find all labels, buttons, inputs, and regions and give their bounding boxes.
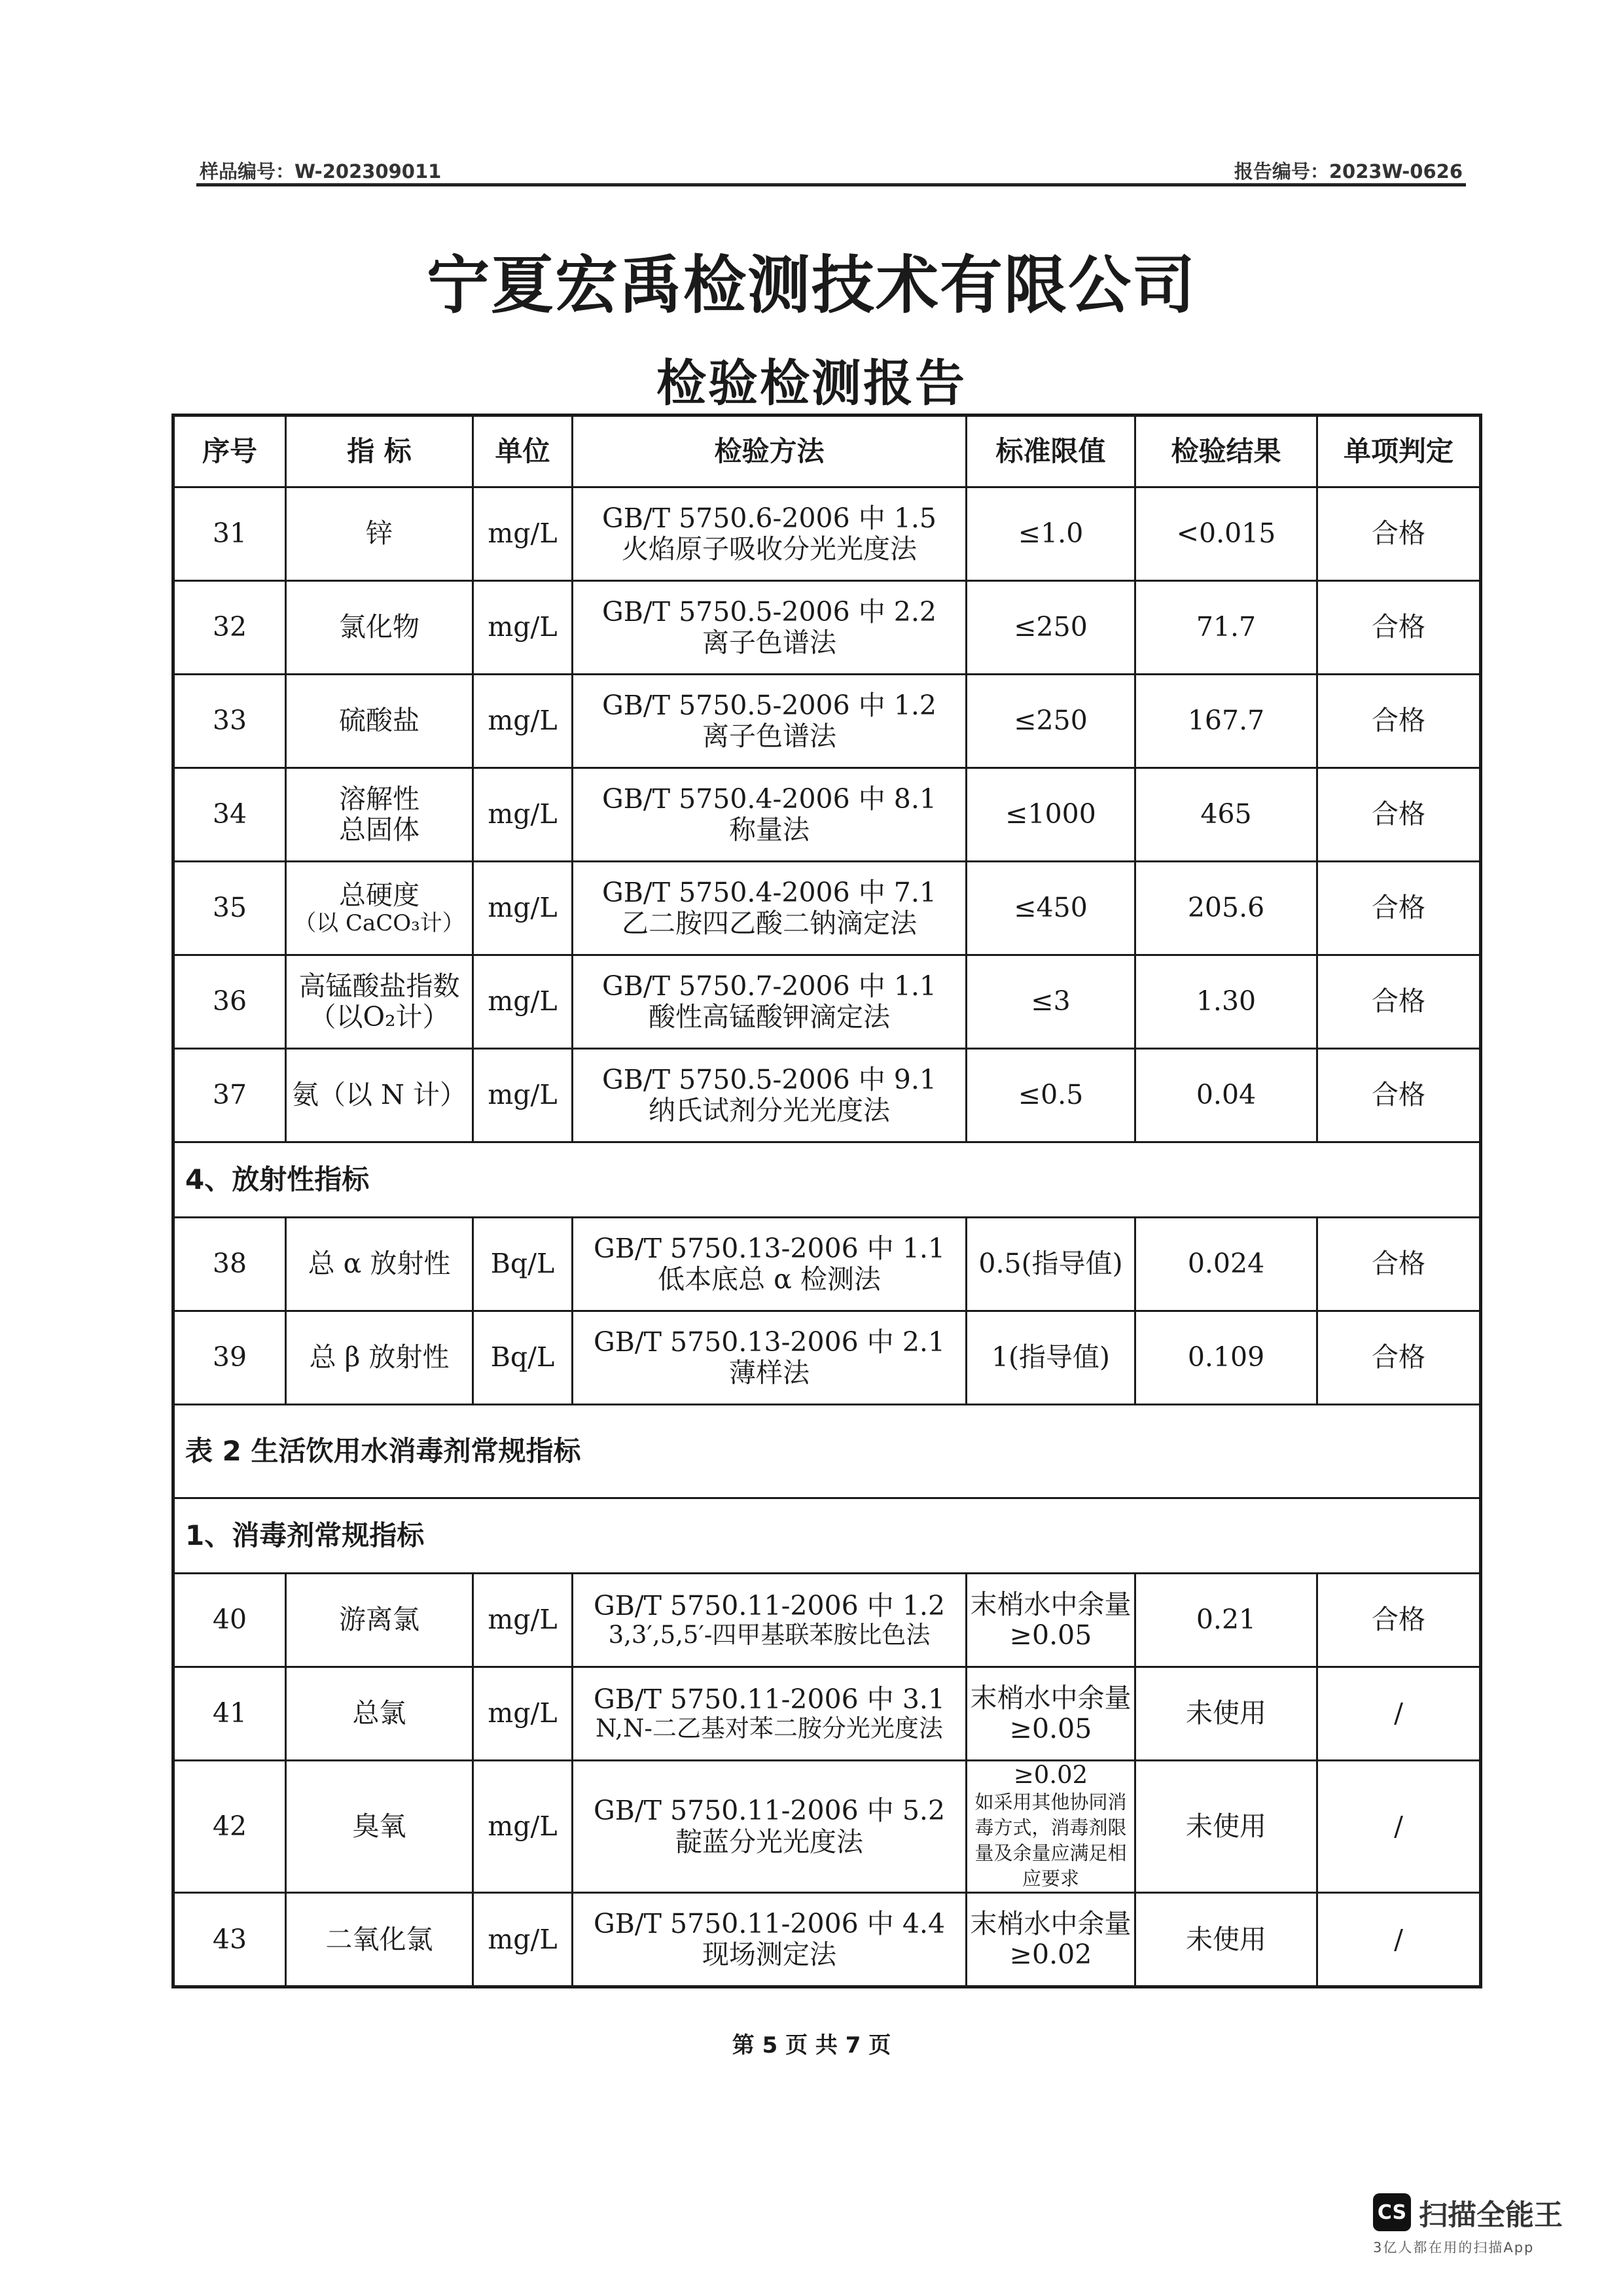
cell-limit: ≤250: [967, 581, 1135, 675]
cell-verdict: /: [1317, 1667, 1481, 1761]
cell-unit: mg/L: [473, 581, 573, 675]
cell-verdict: 合格: [1317, 768, 1481, 862]
method-name: 靛蓝分光光度法: [675, 1826, 863, 1858]
table-row: [173, 1761, 1481, 1893]
method-standard: GB/T 5750.4-2006 中 7.1: [602, 876, 936, 908]
cell-item: [286, 768, 473, 862]
cell-verdict: 合格: [1317, 1574, 1481, 1667]
cell-limit: ≤1.0: [967, 487, 1135, 581]
method-name: 称量法: [729, 814, 810, 845]
cell-no: 34: [173, 768, 286, 862]
method-name: 离子色谱法: [702, 720, 836, 752]
cell-verdict: 合格: [1317, 487, 1481, 581]
cell-verdict: /: [1317, 1893, 1481, 1987]
method-name: N,N-二乙基对苯二胺分光光度法: [596, 1714, 943, 1743]
cell-no: 36: [173, 955, 286, 1049]
cell-method: [573, 1667, 967, 1761]
section-row-disinfectant: [173, 1498, 1481, 1574]
method-standard: GB/T 5750.5-2006 中 9.1: [602, 1063, 936, 1095]
table-row: [173, 581, 1481, 675]
cell-method: [573, 675, 967, 768]
cell-item: [286, 862, 473, 955]
method-standard: GB/T 5750.5-2006 中 1.2: [602, 689, 936, 721]
cell-method: [573, 1574, 967, 1667]
cell-limit: 1(指导值): [967, 1311, 1135, 1405]
cell-result: 0.109: [1135, 1311, 1317, 1405]
cell-result: 0.024: [1135, 1218, 1317, 1311]
table-row: [173, 675, 1481, 768]
method-standard: GB/T 5750.11-2006 中 1.2: [593, 1590, 946, 1622]
cell-method: [573, 1311, 967, 1405]
method-standard: GB/T 5750.13-2006 中 2.1: [593, 1326, 946, 1358]
cell-method: [573, 862, 967, 955]
cell-item: 总氯: [286, 1667, 473, 1761]
header-limit: 标准限值: [967, 415, 1135, 487]
table-header-row: [173, 415, 1481, 487]
cell-unit: mg/L: [473, 1667, 573, 1761]
cell-no: 33: [173, 675, 286, 768]
cell-no: 39: [173, 1311, 286, 1405]
cell-result: 0.04: [1135, 1049, 1317, 1142]
table-row: [173, 1049, 1481, 1142]
cell-limit: ≤450: [967, 862, 1135, 955]
item-line2: （以O₂计）: [309, 1001, 450, 1033]
cell-limit: ≤1000: [967, 768, 1135, 862]
cell-item: 臭氧: [286, 1761, 473, 1893]
cell-limit: [967, 1893, 1135, 1987]
cell-item: 氨（以 N 计）: [286, 1049, 473, 1142]
method-name: 薄样法: [729, 1357, 810, 1388]
cell-item: [286, 955, 473, 1049]
method-standard: GB/T 5750.5-2006 中 2.2: [602, 595, 936, 627]
cell-unit: mg/L: [473, 1574, 573, 1667]
item-line1: 溶解性: [339, 783, 419, 815]
cell-no: 40: [173, 1574, 286, 1667]
cell-unit: mg/L: [473, 768, 573, 862]
cell-verdict: 合格: [1317, 581, 1481, 675]
cell-method: [573, 768, 967, 862]
sample-number: 样品编号：W-202309011: [200, 160, 442, 183]
cell-item: 总 α 放射性: [286, 1218, 473, 1311]
cell-unit: mg/L: [473, 1761, 573, 1893]
cell-method: [573, 487, 967, 581]
limit-line1: 末梢水中余量: [970, 1907, 1132, 1939]
cell-item: 锌: [286, 487, 473, 581]
header-unit: 单位: [473, 415, 573, 487]
cell-method: [573, 1893, 967, 1987]
table-row: [173, 768, 1481, 862]
cell-unit: mg/L: [473, 1049, 573, 1142]
table-row: [173, 1667, 1481, 1761]
limit-line1: 末梢水中余量: [970, 1682, 1132, 1714]
cell-result: 未使用: [1135, 1761, 1317, 1893]
cell-limit: 0.5(指导值): [967, 1218, 1135, 1311]
method-name: 低本底总 α 检测法: [658, 1263, 881, 1295]
results-table: [171, 414, 1482, 1988]
cell-unit: Bq/L: [473, 1218, 573, 1311]
method-name: 现场测定法: [702, 1939, 836, 1971]
cell-limit: ≤0.5: [967, 1049, 1135, 1142]
cell-result: 未使用: [1135, 1893, 1317, 1987]
cell-verdict: 合格: [1317, 1049, 1481, 1142]
cell-no: 35: [173, 862, 286, 955]
cell-unit: mg/L: [473, 862, 573, 955]
limit-note: 如采用其他协同消毒方式，消毒剂限量及余量应满足相应要求: [974, 1790, 1127, 1890]
method-standard: GB/T 5750.7-2006 中 1.1: [602, 970, 936, 1002]
cell-no: 31: [173, 487, 286, 581]
cell-method: [573, 1218, 967, 1311]
header-verdict: 单项判定: [1317, 415, 1481, 487]
method-name: 乙二胺四乙酸二钠滴定法: [622, 908, 917, 939]
limit-line1: ≥0.02: [1013, 1761, 1088, 1789]
cell-method: [573, 1049, 967, 1142]
cell-no: 42: [173, 1761, 286, 1893]
cell-method: [573, 1761, 967, 1893]
limit-line1: 末梢水中余量: [970, 1588, 1132, 1620]
limit-line2: ≥0.02: [1009, 1939, 1092, 1971]
method-name: 3,3′,5,5′-四甲基联苯胺比色法: [608, 1621, 931, 1650]
cell-item: 二氧化氯: [286, 1893, 473, 1987]
cell-result: 0.21: [1135, 1574, 1317, 1667]
table-row: [173, 1893, 1481, 1987]
cell-verdict: /: [1317, 1761, 1481, 1893]
item-line2: （以 CaCO₃计）: [294, 910, 465, 937]
watermark-name: 扫描全能王: [1419, 2199, 1563, 2232]
cell-no: 41: [173, 1667, 286, 1761]
item-line1: 总硬度: [339, 879, 419, 911]
results-table-frame: [171, 414, 1479, 1988]
header-no: 序号: [173, 415, 286, 487]
cell-item: 硫酸盐: [286, 675, 473, 768]
section-title: 4、放射性指标: [173, 1142, 1481, 1218]
header-method: 检验方法: [573, 415, 967, 487]
method-name: 火焰原子吸收分光光度法: [622, 533, 917, 565]
method-standard: GB/T 5750.4-2006 中 8.1: [602, 783, 936, 815]
page-number: 第 5 页 共 7 页: [732, 2032, 891, 2058]
cell-unit: mg/L: [473, 1893, 573, 1987]
cell-result: 未使用: [1135, 1667, 1317, 1761]
method-name: 纳氏试剂分光光度法: [649, 1095, 890, 1126]
report-number: 报告编号：2023W-0626: [1234, 160, 1463, 183]
cell-verdict: 合格: [1317, 1218, 1481, 1311]
table-row: [173, 1218, 1481, 1311]
watermark-tagline: 3亿人都在用的扫描App: [1373, 2240, 1535, 2255]
method-standard: GB/T 5750.11-2006 中 5.2: [593, 1795, 946, 1827]
header-item: 指 标: [286, 415, 473, 487]
table-row: [173, 1311, 1481, 1405]
cell-no: 43: [173, 1893, 286, 1987]
cell-result: <0.015: [1135, 487, 1317, 581]
item-line2: 总固体: [339, 814, 419, 845]
table-row: [173, 1574, 1481, 1667]
cell-verdict: 合格: [1317, 675, 1481, 768]
cell-unit: mg/L: [473, 675, 573, 768]
method-standard: GB/T 5750.11-2006 中 4.4: [593, 1907, 946, 1939]
cell-unit: Bq/L: [473, 1311, 573, 1405]
cell-limit: [967, 1574, 1135, 1667]
section-title: 1、消毒剂常规指标: [173, 1498, 1481, 1574]
item-line1: 高锰酸盐指数: [298, 970, 460, 1002]
cell-item: 总 β 放射性: [286, 1311, 473, 1405]
limit-line2: ≥0.05: [1009, 1713, 1092, 1744]
cell-result: 1.30: [1135, 955, 1317, 1049]
header-result: 检验结果: [1135, 415, 1317, 487]
section-row-radioactivity: [173, 1142, 1481, 1218]
cell-item: 氯化物: [286, 581, 473, 675]
cell-result: 71.7: [1135, 581, 1317, 675]
cell-result: 167.7: [1135, 675, 1317, 768]
method-name: 离子色谱法: [702, 627, 836, 658]
cell-verdict: 合格: [1317, 955, 1481, 1049]
cell-result: 205.6: [1135, 862, 1317, 955]
cell-limit: [967, 1761, 1135, 1893]
section-title: 表 2 生活饮用水消毒剂常规指标: [173, 1405, 1481, 1498]
cell-limit: [967, 1667, 1135, 1761]
cell-unit: mg/L: [473, 487, 573, 581]
header-rule: [196, 183, 1466, 186]
company-name: 宁夏宏禹检测技术有限公司: [427, 249, 1196, 322]
section-row-table2: [173, 1405, 1481, 1498]
cell-result: 465: [1135, 768, 1317, 862]
table-row: [173, 862, 1481, 955]
cell-no: 32: [173, 581, 286, 675]
cell-limit: ≤3: [967, 955, 1135, 1049]
table-row: [173, 955, 1481, 1049]
method-standard: GB/T 5750.13-2006 中 1.1: [593, 1232, 946, 1264]
table-row: [173, 487, 1481, 581]
scanner-watermark: [1373, 2191, 1563, 2257]
cell-no: 37: [173, 1049, 286, 1142]
limit-line2: ≥0.05: [1009, 1619, 1092, 1651]
cell-method: [573, 581, 967, 675]
cell-method: [573, 955, 967, 1049]
cell-item: 游离氯: [286, 1574, 473, 1667]
method-standard: GB/T 5750.11-2006 中 3.1: [593, 1684, 946, 1716]
cell-unit: mg/L: [473, 955, 573, 1049]
cell-no: 38: [173, 1218, 286, 1311]
cell-verdict: 合格: [1317, 862, 1481, 955]
cell-limit: ≤250: [967, 675, 1135, 768]
method-name: 酸性高锰酸钾滴定法: [649, 1001, 890, 1033]
cell-verdict: 合格: [1317, 1311, 1481, 1405]
report-title: 检验检测报告: [656, 354, 967, 412]
camscanner-logo-icon: CS: [1373, 2193, 1411, 2231]
method-standard: GB/T 5750.6-2006 中 1.5: [602, 502, 936, 534]
